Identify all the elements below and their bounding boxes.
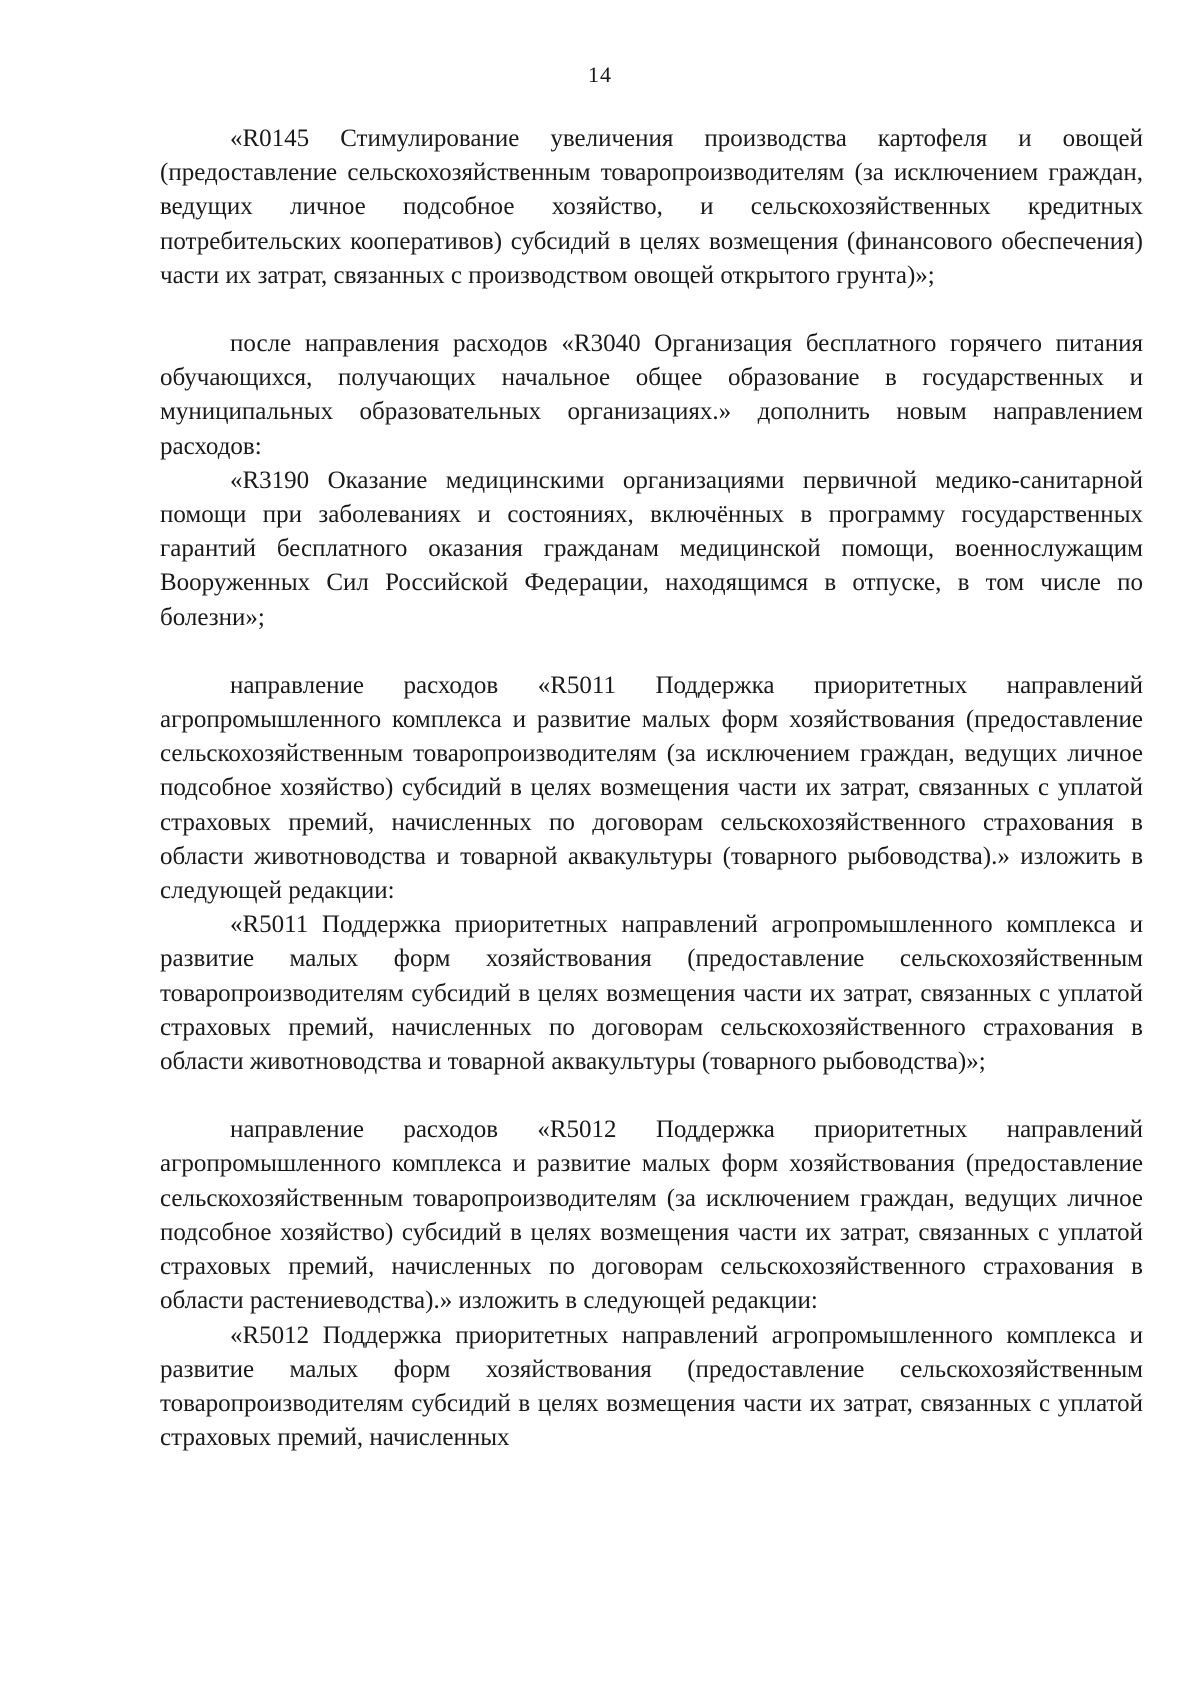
paragraph-r0145: «R0145 Стимулирование увеличения производства картофеля и овощей (предоставление сельскохозяйственным товаропроизводителям (за исключением граждан, ведущих личное подсобное хозяйство, и сельскохозяйственных кредитных потребительских кооперативов) субсидий в целях возмещения (финансового обеспечения) части их затрат, связанных с производством овощей открытого грунта)»; — [160, 125, 1143, 289]
document-body — [160, 122, 1143, 1455]
paragraph-r5012-new: «R5012 Поддержка приоритетных направлений агропромышленного комплекса и развитие малых форм хозяйствования (предоставление сельскохозяйственным товаропроизводителям субсидий в целях возмещения части их затрат, связанных с уплатой страховых премий, начисленных — [160, 1321, 1143, 1452]
page-number: 14 — [588, 62, 612, 87]
paragraph-r5011-new: «R5011 Поддержка приоритетных направлений агропромышленного комплекса и развитие малых форм хозяйствования (предоставление сельскохозяйственным товаропроизводителям субсидий в целях возмещения части их затрат, связанных с уплатой страховых премий, начисленных по договорам сельскохозяйственного страхования в области животноводства и товарной аквакультуры (товарного рыбоводства)»; — [160, 911, 1143, 1076]
paragraph-r5012-old: направление расходов «R5012 Поддержка приоритетных направлений агропромышленного комплекса и развитие малых форм хозяйствования (предоставление сельскохозяйственным товаропроизводителям (за исключением граждан, ведущих личное подсобное хозяйство) субсидий в целях возмещения части их затрат, связанных с уплатой страховых премий, начисленных по договорам сельскохозяйственного страхования в области растениеводства).» изложить в следующей редакции: — [160, 1116, 1143, 1315]
paragraph-r3190: «R3190 Оказание медицинскими организациями первичной медико-санитарной помощи при заболеваниях и состояниях, включённых в программу государственных гарантий бесплатного оказания гражданам медицинской помощи, военнослужащим Вооруженных Сил Российской Федерации, находящимся в отпуске, в том числе по болезни»; — [160, 466, 1143, 631]
paragraph-after-r3040: после направления расходов «R3040 Организация бесплатного горячего питания обучающихся, получающих начальное общее образование в государственных и муниципальных образовательных организациях.» дополнить новым направлением расходов: — [160, 330, 1143, 460]
paragraph-r5011-old: направление расходов «R5011 Поддержка приоритетных направлений агропромышленного комплекса и развитие малых форм хозяйствования (предоставление сельскохозяйственным товаропроизводителям (за исключением граждан, ведущих личное подсобное хозяйство) субсидий в целях возмещения части их затрат, связанных с уплатой страховых премий, начисленных по договорам сельскохозяйственного страхования в области животноводства и товарной аквакультуры (товарного рыбоводства).» изложить в следующей редакции: — [160, 671, 1143, 905]
